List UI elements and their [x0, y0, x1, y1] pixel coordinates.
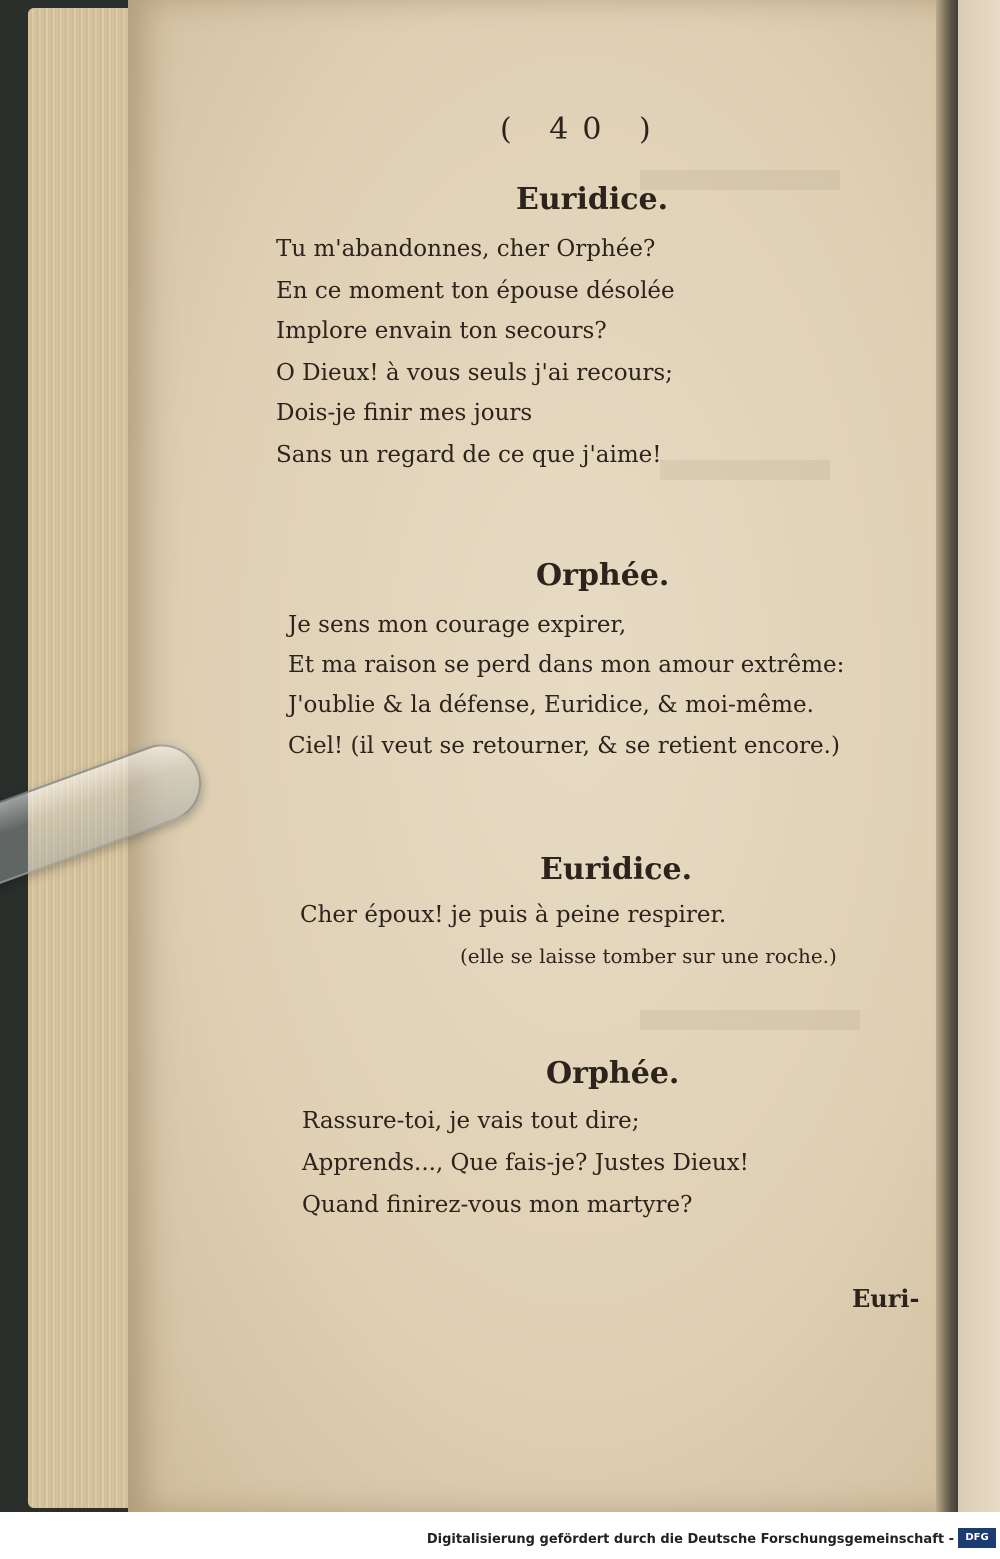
catchword: Euri- — [852, 1284, 920, 1313]
verse-line: Ciel! (il veut se retourner, & se retient encore.) — [288, 733, 840, 759]
verse-line: Implore envain ton secours? — [276, 318, 607, 344]
book-gutter — [936, 0, 960, 1512]
bleed-through — [640, 170, 840, 190]
bleed-through — [660, 460, 830, 480]
verse-line: Sans un regard de ce que j'aime! — [276, 442, 662, 468]
verse-line: En ce moment ton épouse désolée — [276, 278, 675, 304]
dfg-logo-icon: DFG — [958, 1528, 996, 1548]
verse-line: Tu m'abandonnes, cher Orphée? — [276, 236, 656, 262]
verse-line: Je sens mon courage expirer, — [288, 612, 627, 638]
speaker-heading: Euridice. — [540, 852, 693, 887]
verse-line: Cher époux! je puis à peine respirer. — [300, 902, 727, 928]
verse-line: Quand finirez-vous mon martyre? — [302, 1192, 693, 1218]
verse-line: Apprends..., Que fais-je? Justes Dieux! — [302, 1150, 749, 1176]
verse-line: Dois-je finir mes jours — [276, 400, 533, 426]
verse-line: J'oublie & la défense, Euridice, & moi-même. — [288, 692, 814, 718]
facing-page-edge — [958, 0, 1000, 1512]
verse-line: Et ma raison se perd dans mon amour extrême: — [288, 652, 845, 678]
verse-line: Rassure-toi, je vais tout dire; — [302, 1108, 640, 1134]
verse-line: O Dieux! à vous seuls j'ai recours; — [276, 360, 673, 386]
speaker-heading: Orphée. — [546, 1056, 680, 1091]
page-number: ( 40 ) — [500, 112, 665, 147]
bleed-through — [640, 1010, 860, 1030]
speaker-heading: Orphée. — [536, 558, 670, 593]
stage-direction: (elle se laisse tomber sur une roche.) — [460, 944, 837, 968]
speaker-heading: Euridice. — [516, 182, 669, 217]
footer-credit: Digitalisierung gefördert durch die Deutsche Forschungsgemeinschaft - — [426, 1532, 954, 1547]
